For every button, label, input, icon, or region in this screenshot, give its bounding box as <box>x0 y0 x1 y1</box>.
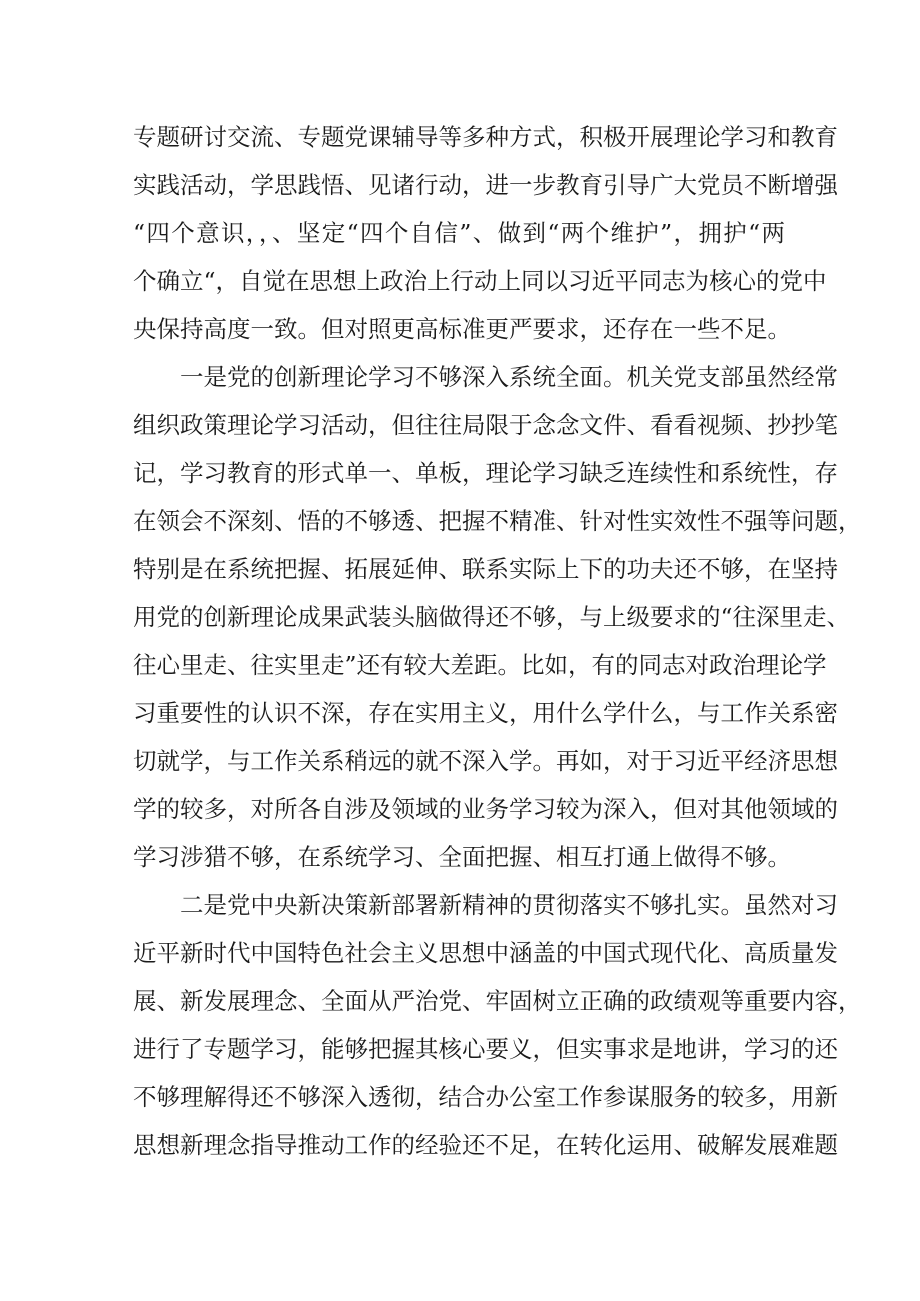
text-line: 央保持高度一致。但对照更高标准更严要求，还存在一些不足。 <box>133 315 791 343</box>
text-line: 进行了专题学习，能够把握其核心要义，但实事求是地讲，学习的还 <box>133 1035 838 1063</box>
text-line: 记，学习教育的形式单一、单板，理论学习缺乏连续性和系统性，存 <box>133 459 838 487</box>
text-line: 专题研讨交流、专题党课辅导等多种方式，积极开展理论学习和教育 <box>133 123 838 151</box>
text-line: 组织政策理论学习活动，但往往局限于念念文件、看看视频、抄抄笔 <box>133 411 838 439</box>
text-line: 近平新时代中国特色社会主义思想中涵盖的中国式现代化、高质量发 <box>133 939 838 967</box>
paragraph-3 <box>133 881 862 1169</box>
text-line: 习重要性的认识不深，存在实用主义，用什么学什么，与工作关系密 <box>133 699 838 727</box>
text-line: “四个意识，，、坚定“四个自信”、做到“两个维护”，拥护“两 <box>133 219 785 247</box>
paragraph-1 <box>133 113 838 353</box>
text-line: 不够理解得还不够深入透彻，结合办公室工作参谋服务的较多，用新 <box>133 1083 838 1111</box>
text-line: 二是党中央新决策新部署新精神的贯彻落实不够扎实。虽然对习 <box>180 891 838 919</box>
text-line: 学习涉猎不够，在系统学习、全面把握、相互打通上做得不够。 <box>133 843 791 871</box>
text-line: 实践活动，学思践悟、见诸行动，进一步教育引导广大党员不断增强 <box>133 171 838 199</box>
text-line: 个确立“，自觉在思想上政治上行动上同以习近平同志为核心的党中 <box>133 267 827 295</box>
text-line: 在领会不深刻、悟的不够透、把握不精准、针对性实效性不强等问题， <box>133 507 862 535</box>
text-line: 展、新发展理念、全面从严治党、牢固树立正确的政绩观等重要内容， <box>133 987 862 1015</box>
text-line: 切就学，与工作关系稍远的就不深入学。再如，对于习近平经济思想 <box>133 747 838 775</box>
text-line: 往心里走、往实里走”还有较大差距。比如，有的同志对政治理论学 <box>133 651 827 679</box>
text-line: 学的较多，对所各自涉及领域的业务学习较为深入，但对其他领域的 <box>133 795 838 823</box>
paragraph-2 <box>133 353 862 881</box>
text-line: 思想新理念指导推动工作的经验还不足，在转化运用、破解发展难题 <box>133 1131 838 1159</box>
text-line: 一是党的创新理论学习不够深入系统全面。机关党支部虽然经常 <box>180 363 838 391</box>
text-line: 用党的创新理论成果武装头脑做得还不够，与上级要求的“往深里走、 <box>133 603 851 631</box>
document-body <box>133 113 862 1169</box>
text-line: 特别是在系统把握、拓展延伸、联系实际上下的功夫还不够，在坚持 <box>133 555 838 583</box>
